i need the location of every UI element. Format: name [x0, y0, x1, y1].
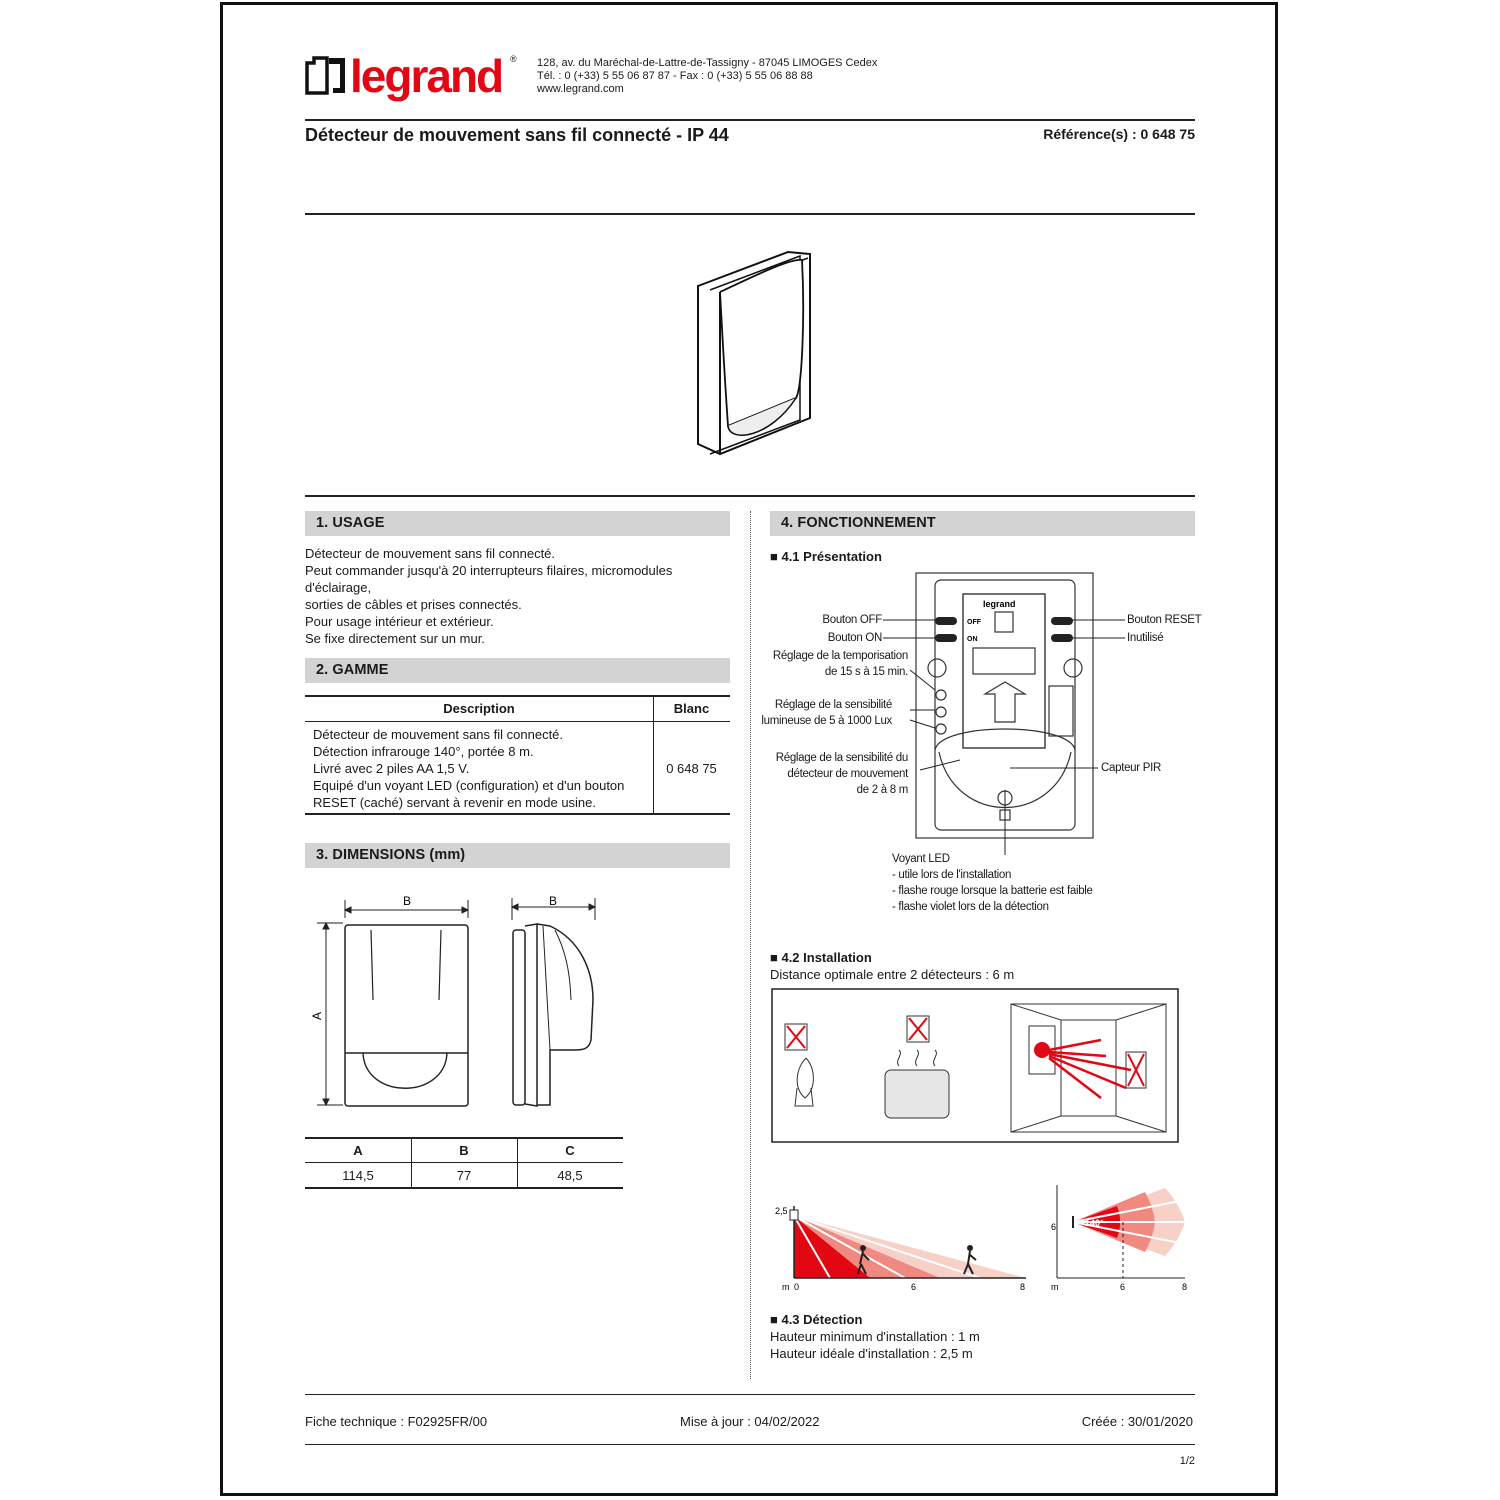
dim-col-c: C — [565, 1143, 575, 1158]
dim-col-b: B — [459, 1143, 469, 1158]
footer-fiche: Fiche technique : F02925FR/00 — [305, 1414, 488, 1429]
installation-text: Distance optimale entre 2 détecteurs : 6 m — [770, 967, 1015, 982]
section-usage: 1. USAGE — [305, 511, 730, 536]
label-sensibilite-mouvement: Réglage de la sensibilité du détecteur de mouvement de 2 à 8 m — [775, 752, 908, 796]
footer-creee: Créée : 30/01/2020 — [1081, 1414, 1193, 1429]
presentation-heading: ■ 4.1 Présentation — [770, 549, 882, 564]
col-blanc: Blanc — [673, 701, 710, 716]
page-number: 1/2 — [1179, 1455, 1195, 1467]
reference-number: Référence(s) : 0 648 75 — [1043, 126, 1195, 142]
product-illustration — [690, 248, 820, 458]
dim-val-a: 114,5 — [342, 1168, 374, 1183]
detection-text: Hauteur minimum d'installation : 1 m Hauteur idéale d'installation : 2,5 m — [770, 1329, 980, 1361]
dimension-drawing — [305, 890, 635, 1120]
detection-heading: ■ 4.3 Détection — [770, 1312, 863, 1327]
col-description: Description — [443, 701, 515, 716]
brand-wordmark: legrand — [350, 50, 503, 102]
top-chart-x-8: 8 — [1182, 1282, 1188, 1292]
dim-label-b: B — [403, 894, 412, 908]
detection-side-chart — [770, 1196, 1040, 1296]
chart-x-tick-6: 6 — [911, 1282, 917, 1292]
gamme-description: Détecteur de mouvement sans fil connecté. Détection infrarouge 140°, portée 8 m. Livré avec 2 piles AA 1,5 V. Equipé d'un voyant LED (configuration) et d'un bouton RESET (caché) servant à revenir en mode usine. — [313, 727, 625, 810]
chart-unit: m — [782, 1282, 790, 1292]
installation-heading: ■ 4.2 Installation — [770, 950, 872, 965]
gamme-ref: 0 648 75 — [666, 761, 717, 776]
top-chart-y: 6 — [1051, 1222, 1057, 1232]
detection-top-chart — [1045, 1180, 1195, 1295]
device-brand-label: legrand — [983, 599, 1016, 609]
section-dimensions: 3. DIMENSIONS (mm) — [305, 843, 730, 868]
label-sensibilite-lumineuse: Réglage de la sensibilité lumineuse de 5 à 1000 Lux — [761, 699, 892, 727]
legrand-logo-icon — [305, 55, 347, 97]
section-gamme: 2. GAMME — [305, 658, 730, 683]
chart-x-tick-0: 0 — [794, 1282, 800, 1292]
label-bouton-reset: Bouton RESET — [1127, 614, 1202, 626]
device-off-label: OFF — [967, 619, 981, 626]
section-fonctionnement: 4. FONCTIONNEMENT — [770, 511, 1195, 536]
label-bouton-off: Bouton OFF — [822, 614, 882, 626]
chart-y-value: 2,5 — [775, 1206, 788, 1216]
label-inutilise: Inutilisé — [1127, 632, 1164, 644]
label-capteur-pir: Capteur PIR — [1101, 762, 1161, 774]
label-temporisation: Réglage de la temporisation de 15 s à 15 min. — [772, 650, 908, 678]
label-bouton-on: Bouton ON — [827, 632, 882, 644]
dim-val-b: 77 — [456, 1168, 472, 1183]
callout-lines — [880, 610, 1140, 870]
dim-label-b2: B — [549, 894, 558, 908]
footer-maj: Mise à jour : 04/02/2022 — [680, 1414, 820, 1429]
dim-label-a: A — [310, 1011, 324, 1020]
top-chart-unit: m — [1051, 1282, 1059, 1292]
chart-x-tick-8: 8 — [1020, 1282, 1026, 1292]
usage-text: Détecteur de mouvement sans fil connecté. Peut commander jusqu'à 20 interrupteurs filaires, micromodules d'éclairage, sorties de câbles et prises connectés. Pour usage intérieur et extérieur. Se fixe directement sur un mur. — [305, 546, 673, 646]
dim-val-c: 48,5 — [557, 1168, 583, 1183]
dim-col-a: A — [353, 1143, 363, 1158]
company-address: 128, av. du Maréchal-de-Lattre-de-Tassigny - 87045 LIMOGES Cedex Tél. : 0 (+33) 5 55 06 87 87 - Fax : 0 (+33) 5 55 06 88 88 www.legrand.com — [537, 57, 878, 95]
label-voyant-led: Voyant LED - utile lors de l'installation - flashe rouge lorsque la batterie est faible - flashe violet lors de la détection — [892, 853, 1093, 913]
top-chart-angle: 140° — [1085, 1218, 1104, 1228]
document-title: Détecteur de mouvement sans fil connecté - IP 44 — [305, 125, 729, 145]
device-on-label: ON — [967, 636, 978, 643]
top-chart-x-6: 6 — [1120, 1282, 1126, 1292]
installation-illustration — [771, 988, 1180, 1144]
